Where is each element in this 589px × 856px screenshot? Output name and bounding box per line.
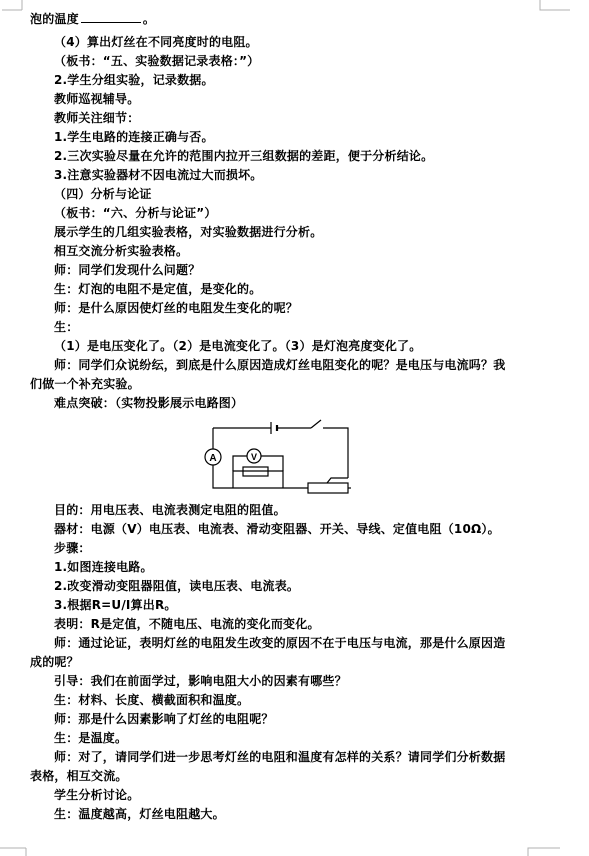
document-line: （板书：“五、实验数据记录表格：”） — [54, 54, 260, 68]
document-line-top — [30, 10, 155, 27]
circuit-diagram — [203, 414, 353, 496]
document-line: 师：对了，请同学们进一步思考灯丝的电阻和温度有怎样的关系？请同学们分析数据 — [54, 750, 506, 764]
document-line: 2.三次实验尽量在允许的范围内拉开三组数据的差距，便于分析结论。 — [54, 149, 434, 163]
document-line: （1）是电压变化了。（2）是电流变化了。（3）是灯泡亮度变化了。 — [54, 339, 422, 353]
document-line: 展示学生的几组实验表格，对实验数据进行分析。 — [54, 225, 323, 239]
corner-mark-top-right — [530, 0, 570, 14]
top-text-after: 。 — [142, 12, 156, 26]
corner-mark-bottom-left — [0, 844, 30, 856]
document-line: 生：灯泡的电阻不是定值，是变化的。 — [54, 282, 262, 296]
wire-voltmeter-left — [233, 456, 247, 471]
document-line: 生： — [54, 320, 79, 334]
corner-mark-top-left — [2, 0, 26, 14]
document-line: 2.改变滑动变阻器阻值，读电压表、电流表。 — [54, 579, 300, 593]
document-line: （板书：“六、分析与论证”） — [54, 206, 217, 220]
document-line: 师：同学们众说纷纭，到底是什么原因造成灯丝电阻变化的呢？是电压与电流吗？我 — [54, 358, 506, 372]
rheostat-slider — [327, 478, 348, 483]
document-line: 表格，相互交流。 — [30, 769, 128, 783]
document-line: 目的：用电压表、电流表测定电阻的阻值。 — [54, 503, 286, 517]
document-line: 器材：电源（V）电压表、电流表、滑动变阻器、开关、导线、定值电阻（10Ω）。 — [54, 522, 500, 536]
document-line: 生：温度越高，灯丝电阻越大。 — [54, 807, 225, 821]
top-text-before: 泡的温度 — [30, 12, 79, 26]
document-line: 1.如图连接电路。 — [54, 560, 153, 574]
document-line: （4）算出灯丝在不同亮度时的电阻。 — [54, 35, 258, 49]
wire-voltmeter-right — [261, 456, 283, 471]
wire-branch — [233, 471, 283, 488]
rheostat — [308, 483, 348, 493]
document-line: 步骤： — [54, 541, 91, 555]
document-line: 表明：R是定值，不随电压、电流的变化而变化。 — [54, 617, 320, 631]
document-line: 3.根据R=U/I算出R。 — [54, 598, 177, 612]
document-line: 相互交流分析实验表格。 — [54, 244, 189, 258]
document-line: 师：同学们发现什么问题？ — [54, 263, 201, 277]
wire-top-right — [323, 428, 348, 478]
document-line: 难点突破：（实物投影展示电路图） — [54, 396, 244, 410]
document-line: 3.注意实验器材不因电流过大而损坏。 — [54, 168, 263, 182]
document-line: 们做一个补充实验。 — [30, 377, 140, 391]
voltmeter — [247, 449, 261, 463]
document-line: 师：是什么原因使灯丝的电阻发生变化的呢？ — [54, 301, 299, 315]
ammeter — [205, 449, 221, 465]
document-line: 教师关注细节： — [54, 111, 140, 125]
document-line: 教师巡视辅导。 — [54, 92, 140, 106]
switch-blade — [311, 420, 321, 428]
fill-in-blank — [81, 10, 141, 23]
ammeter-label: A — [209, 453, 217, 464]
document-line: 成的呢？ — [30, 655, 79, 669]
document-line: 生：是温度。 — [54, 731, 128, 745]
document-line: 师：通过论证，表明灯丝的电阻发生改变的原因不在于电压与电流，那是什么原因造 — [54, 636, 506, 650]
document-line: 学生分析讨论。 — [54, 788, 140, 802]
voltmeter-label: V — [250, 452, 258, 462]
corner-mark-bottom-right — [520, 844, 560, 856]
document-line: （四）分析与论证 — [54, 187, 152, 201]
document-line: 2.学生分组实验，记录数据。 — [54, 73, 214, 87]
document-line: 引导：我们在前面学过，影响电阻大小的因素有哪些？ — [54, 674, 347, 688]
document-line: 师：那是什么因素影响了灯丝的电阻呢？ — [54, 712, 274, 726]
document-line: 生：材料、长度、横截面积和温度。 — [54, 693, 250, 707]
document-line: 1.学生电路的连接正确与否。 — [54, 130, 214, 144]
